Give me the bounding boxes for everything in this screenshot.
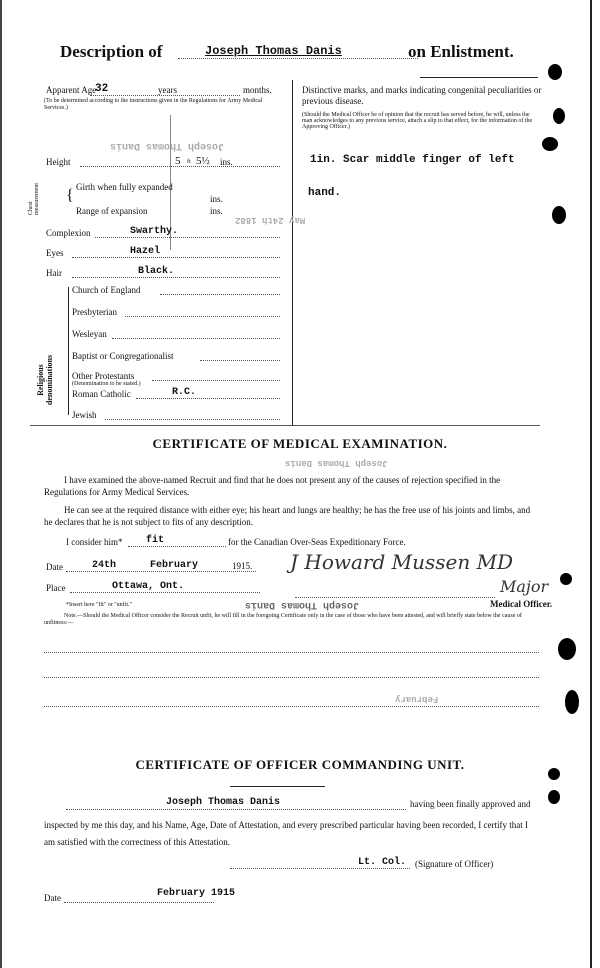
age-years: 32 xyxy=(95,83,109,95)
officer-date-value: February 1915 xyxy=(157,888,236,899)
complexion-line xyxy=(95,237,280,238)
eyes-value: Hazel xyxy=(130,246,161,257)
officer-title xyxy=(0,757,600,773)
girth-label: Girth when fully expanded xyxy=(76,182,173,192)
unfit-reason-line xyxy=(44,677,539,678)
months-label: months. xyxy=(243,85,272,95)
religion-group-label: Religious denominations xyxy=(36,354,54,406)
medical-date-year: 1915. xyxy=(232,561,253,571)
punch-hole xyxy=(548,64,562,80)
officer-para-suffix: having been finally approved and xyxy=(410,799,531,809)
years-label: years xyxy=(158,85,177,95)
punch-hole xyxy=(558,638,576,660)
medical-paragraph-2: He can see at the required distance with either eye; his heart and lungs are healthy; he has the free use of his joints and limbs, and he declares that he is not subject to fits of any description. xyxy=(44,505,531,527)
bleed-through-text: Joseph Thomas Danis xyxy=(285,458,388,468)
chest-label: Chest measurement xyxy=(28,183,40,215)
punch-hole xyxy=(553,108,565,124)
column-divider xyxy=(292,80,293,425)
expansion-label: Range of expansion xyxy=(76,206,148,216)
consider-value: fit xyxy=(146,535,165,546)
signature-of-officer-label: (Signature of Officer) xyxy=(415,859,494,869)
unfit-reason-line xyxy=(44,706,539,707)
religion-line xyxy=(105,419,280,420)
complexion-label: Complexion xyxy=(46,228,91,238)
place-line xyxy=(70,592,260,593)
marks-label: Distinctive marks, and marks indicating congenital peculiarities or previous disease. xyxy=(302,85,542,106)
other-protestants-note: (Denomination to be stated.) xyxy=(72,381,141,387)
officer-rank: Lt. Col. xyxy=(358,857,407,868)
eyes-line xyxy=(72,257,280,258)
religion-roman-catholic-value: R.C. xyxy=(172,387,197,398)
age-label: Apparent Age xyxy=(46,85,97,95)
chest-bracket: { xyxy=(66,187,74,204)
eyes-label: Eyes xyxy=(46,248,64,258)
medical-date-label: Date xyxy=(46,562,63,572)
bleed-through-text: May 24th 1882 xyxy=(235,215,306,225)
complexion-value: Swarthy. xyxy=(130,226,179,237)
medical-officer-signature: J Howard Mussen MD xyxy=(290,550,514,574)
major-signature-scrawl: Major xyxy=(500,577,549,596)
medical-date-month: February xyxy=(150,560,199,571)
punch-hole xyxy=(552,206,566,224)
religion-church-of-england: Church of England xyxy=(72,285,141,295)
name-line xyxy=(178,58,418,59)
medical-officer-title: Medical Officer. xyxy=(490,599,553,609)
marks-line-2: hand. xyxy=(308,187,342,199)
bleed-through-text: February xyxy=(395,694,439,704)
medical-date-day: 24th xyxy=(92,560,117,571)
officer-date-line xyxy=(64,902,214,903)
officer-paragraph: inspected by me this day, and his Name, Age, Date of Attestation, and every prescribed particular having been recorded, I certify that I am satisfied with the correctness of this Attestation. xyxy=(44,820,528,847)
punch-hole xyxy=(565,690,579,714)
hair-line xyxy=(72,277,280,278)
consider-suffix: for the Canadian Over-Seas Expeditionary Force. xyxy=(228,537,406,547)
religion-roman-catholic: Roman Catholic xyxy=(72,389,131,399)
hair-value: Black. xyxy=(138,266,175,277)
religion-line xyxy=(152,380,280,381)
medical-title xyxy=(0,436,600,452)
religion-jewish: Jewish xyxy=(72,410,97,420)
religion-line xyxy=(200,360,280,361)
unfit-note: Note.—Should the Medical Officer consider the Recruit unfit, he will fill in the foregoing Certificate only in the case of those who have been attested, and will briefly state below the cause of unfitness:— xyxy=(44,613,522,626)
divider xyxy=(420,77,538,78)
age-line xyxy=(90,95,240,96)
form-title-prefix: Description of xyxy=(60,42,163,61)
expansion-unit: ins. xyxy=(210,206,223,216)
bleed-through-text: Joseph Thomas Danis xyxy=(110,140,225,151)
punch-hole xyxy=(548,790,560,804)
officer-title-text: CERTIFICATE OF OFFICER COMMANDING UNIT. xyxy=(135,757,465,772)
scan-edge xyxy=(590,0,592,968)
religion-other-protestants: Other Protestants xyxy=(72,371,135,381)
girth-unit: ins. xyxy=(210,194,223,204)
consider-line xyxy=(128,546,226,547)
officer-name-line xyxy=(66,809,406,810)
religion-wesleyan: Wesleyan xyxy=(72,329,107,339)
marks-line-1: 1in. Scar middle finger of left xyxy=(310,154,515,166)
marks-note: (Should the Medical Officer be of opinion that the recruit has served before, he will, unless the man acknowledges to any previous service, attach a slip to that effect, for the information of the Approving Officer.) xyxy=(302,112,533,130)
section-divider xyxy=(30,425,540,426)
medical-title-text: CERTIFICATE OF MEDICAL EXAMINATION. xyxy=(152,436,448,451)
religion-line xyxy=(112,338,280,339)
place-label: Place xyxy=(46,583,66,593)
divider xyxy=(230,786,325,787)
place-value: Ottawa, Ont. xyxy=(112,581,185,592)
religion-line xyxy=(125,316,280,317)
punch-hole xyxy=(548,768,560,780)
consider-label: I consider him* xyxy=(66,537,123,547)
officer-recruit-name: Joseph Thomas Danis xyxy=(166,797,281,808)
religion-bracket xyxy=(68,287,69,415)
height-label: Height xyxy=(46,157,71,167)
religion-line xyxy=(160,294,280,295)
religion-presbyterian: Presbyterian xyxy=(72,307,117,317)
unfit-reason-line xyxy=(44,652,539,653)
religion-line xyxy=(136,398,280,399)
age-note: (To be determined according to the instructions given in the Regulations for Army Medical Services.) xyxy=(44,98,263,111)
medical-paragraph-1: I have examined the above-named Recruit and find that he does not present any of the causes of rejection specified in the Regulations for Army Medical Services. xyxy=(44,475,501,497)
punch-hole xyxy=(560,573,572,585)
height-inches: 5½ xyxy=(196,155,210,167)
date-line xyxy=(66,571,256,572)
height-inches-unit: ins. xyxy=(220,157,233,167)
punch-hole xyxy=(542,137,558,151)
height-feet: 5 xyxy=(175,155,181,167)
bleed-through-text: Joseph Thomas Danis xyxy=(245,599,360,610)
officer-signature-line xyxy=(230,868,410,869)
form-title-suffix: on Enlistment. xyxy=(408,42,514,61)
insert-note: *Insert here "fit" or "unfit." xyxy=(66,602,132,608)
religion-baptist: Baptist or Congregationalist xyxy=(72,351,174,361)
scan-edge xyxy=(0,0,2,968)
hair-label: Hair xyxy=(46,268,62,278)
recruit-name: Joseph Thomas Danis xyxy=(205,44,342,58)
officer-date-label: Date xyxy=(44,893,61,903)
height-feet-unit: ft xyxy=(187,159,191,165)
